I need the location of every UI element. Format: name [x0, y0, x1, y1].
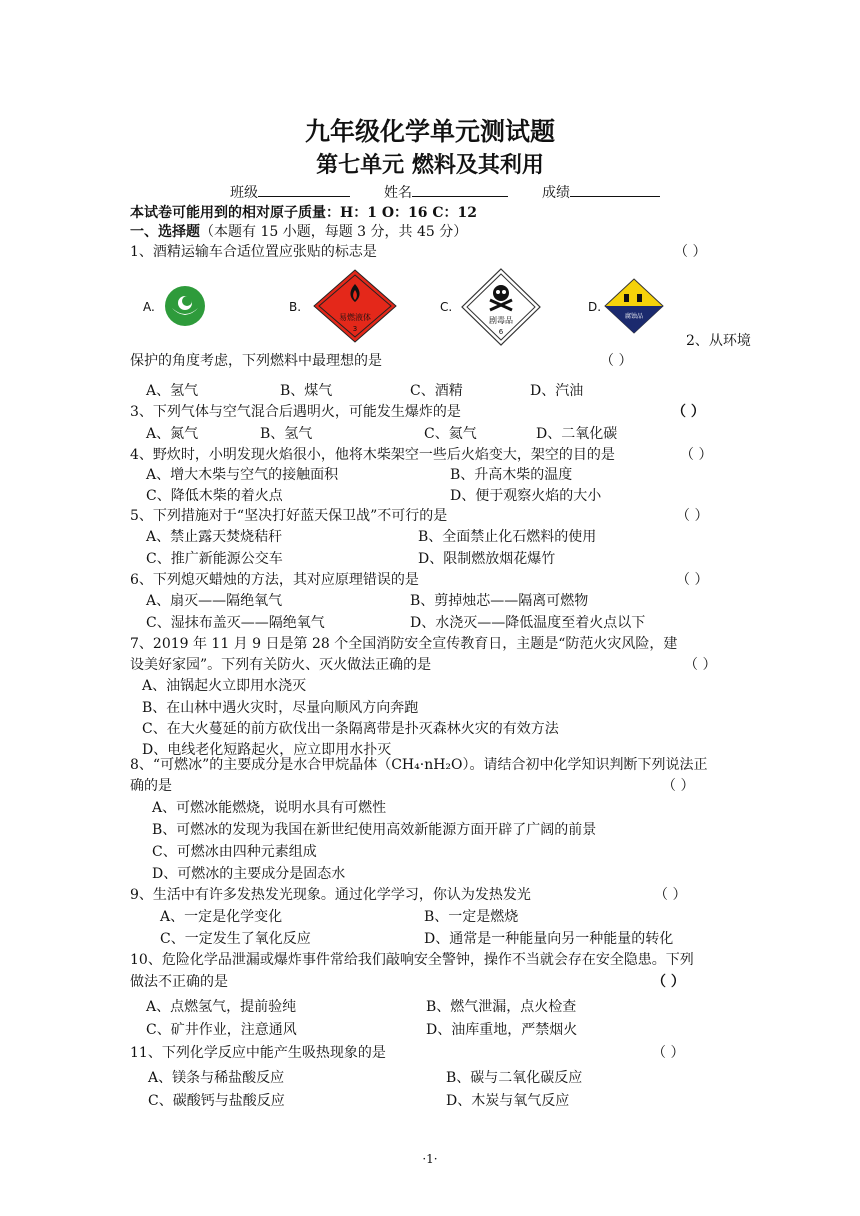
q6-answer-paren[interactable]: （ ） [676, 572, 709, 588]
q2-answer-paren[interactable]: （ ） [600, 353, 633, 369]
page-title: 九年级化学单元测试题 [304, 117, 555, 146]
q8-option-c: C、可燃冰由四种元素组成 [152, 844, 317, 860]
q10-option-d: D、油库重地，严禁烟火 [426, 1022, 578, 1038]
q1-option-c-label: C. [440, 300, 453, 314]
q8-answer-paren[interactable]: （ ） [662, 778, 695, 794]
info-score: 成绩 [542, 182, 660, 202]
q10-option-c: C、矿井作业，注意通风 [146, 1022, 297, 1038]
q8-stem-cont: 确的是 [130, 778, 172, 794]
class-field[interactable] [258, 182, 350, 197]
q7-option-d: D、电线老化短路起火，应立即用水扑灭 [142, 742, 392, 758]
page-number: ·1· [422, 1152, 438, 1166]
q9-option-d: D、通常是一种能量向另一种能量的转化 [424, 931, 674, 947]
q7-option-a: A、油锅起火立即用水浇灭 [142, 678, 307, 694]
q3-stem: 3、下列气体与空气混合后遇明火，可能发生爆炸的是 [130, 404, 461, 420]
q10-option-b: B、燃气泄漏，点火检查 [426, 999, 577, 1015]
q2-stem-start: 2、从环境 [686, 333, 751, 349]
q5-stem: 5、下列措施对于“坚决打好蓝天保卫战”不可行的是 [130, 508, 448, 524]
q11-option-c: C、碳酸钙与盐酸反应 [148, 1093, 285, 1109]
q8-stem: 8、“可燃冰”的主要成分是水合甲烷晶体（CH₄·nH₂O）。请结合初中化学知识判断下列说法正 [130, 757, 708, 773]
q1-option-a-green-sign-icon[interactable] [163, 284, 207, 328]
q4-option-b: B、升高木柴的温度 [450, 467, 573, 483]
q2-option-a: A、氢气 [146, 383, 199, 399]
score-field[interactable] [570, 182, 660, 197]
q1-option-d-corrosive-icon[interactable] [604, 278, 664, 334]
q3-option-a: A、氮气 [146, 426, 199, 442]
q6-option-c: C、湿抹布盖灭——隔绝氧气 [146, 615, 325, 631]
q5-option-d: D、限制燃放烟花爆竹 [418, 551, 556, 567]
q8-option-a: A、可燃冰能燃烧，说明水具有可燃性 [152, 800, 387, 816]
q2-stem: 保护的角度考虑，下列燃料中最理想的是 [130, 353, 382, 369]
name-field[interactable] [412, 182, 508, 197]
q6-option-a: A、扇灭——隔绝氧气 [146, 593, 283, 609]
sign-c-num: 6 [498, 328, 504, 336]
q10-stem: 10、危险化学品泄漏或爆炸事件常给我们敲响安全警钟，操作不当就会存在安全隐患。下列 [130, 952, 694, 968]
q7-stem-cont: 设美好家园”。下列有关防火、灭火做法正确的是 [130, 657, 432, 673]
q4-option-c: C、降低木柴的着火点 [146, 488, 283, 504]
q4-stem: 4、野炊时，小明发现火焰很小，他将木柴架空一些后火焰变大，架空的目的是 [130, 447, 615, 463]
q9-option-a: A、一定是化学变化 [160, 909, 283, 925]
q5-answer-paren[interactable]: （ ） [676, 508, 709, 524]
q3-option-d: D、二氧化碳 [536, 426, 618, 442]
q1-option-a-label: A. [143, 300, 155, 314]
q2-option-b: B、煤气 [280, 383, 333, 399]
q7-option-c: C、在大火蔓延的前方砍伐出一条隔离带是扑灭森林火灾的有效方法 [142, 721, 559, 737]
q10-stem-cont: 做法不正确的是 [130, 974, 228, 990]
q11-option-d: D、木炭与氧气反应 [446, 1093, 570, 1109]
q4-option-a: A、增大木柴与空气的接触面积 [146, 467, 339, 483]
q11-option-b: B、碳与二氧化碳反应 [446, 1070, 583, 1086]
q1-option-c-toxic-icon[interactable] [460, 267, 542, 347]
page-subtitle: 第七单元 燃料及其利用 [316, 152, 544, 178]
q7-answer-paren[interactable]: （ ） [684, 657, 717, 673]
q9-option-b: B、一定是燃烧 [424, 909, 519, 925]
q2-option-d: D、汽油 [530, 383, 584, 399]
q4-option-d: D、便于观察火焰的大小 [450, 488, 602, 504]
q10-answer-paren[interactable]: （ ） [652, 974, 685, 990]
sign-d-text: 腐蚀品 [624, 313, 644, 320]
section-heading: 一、选择题（本题有 15 小题，每题 3 分，共 45 分） [130, 224, 468, 240]
q1-option-b-label: B. [289, 300, 302, 314]
q9-answer-paren[interactable]: （ ） [654, 887, 687, 903]
q11-option-a: A、镁条与稀盐酸反应 [148, 1070, 285, 1086]
q2-option-c: C、酒精 [410, 383, 463, 399]
q10-option-a: A、点燃氢气，提前验纯 [146, 999, 297, 1015]
q3-answer-paren[interactable]: （ ） [672, 404, 705, 420]
q6-option-d: D、水浇灭——降低温度至着火点以下 [410, 615, 646, 631]
q11-stem: 11、下列化学反应中能产生吸热现象的是 [130, 1045, 386, 1061]
sign-b-text: 易燃液体 [339, 313, 371, 322]
sign-c-text: 剧毒品 [489, 316, 513, 325]
q6-option-b: B、剪掉烛芯——隔离可燃物 [410, 593, 589, 609]
q9-stem: 9、生活中有许多发热发光现象。通过化学学习，你认为发热发光 [130, 887, 531, 903]
q5-option-b: B、全面禁止化石燃料的使用 [418, 529, 597, 545]
sign-b-num: 3 [352, 325, 358, 333]
q9-option-c: C、一定发生了氧化反应 [160, 931, 311, 947]
q5-option-a: A、禁止露天焚烧秸秆 [146, 529, 283, 545]
q8-option-d: D、可燃冰的主要成分是固态水 [152, 866, 346, 882]
q1-option-d-label: D. [588, 300, 602, 314]
q3-option-c: C、氦气 [424, 426, 477, 442]
q4-answer-paren[interactable]: （ ） [680, 447, 713, 463]
q6-stem: 6、下列熄灭蜡烛的方法，其对应原理错误的是 [130, 572, 419, 588]
q7-stem: 7、2019 年 11 月 9 日是第 28 个全国消防安全宣传教育日，主题是“防范火灾风险，建 [130, 636, 678, 652]
q1-option-b-flammable-liquid-icon[interactable] [312, 268, 398, 344]
atomic-mass-note: 本试卷可能用到的相对原子质量：H：1 O：16 C：12 [130, 205, 478, 221]
q5-option-c: C、推广新能源公交车 [146, 551, 283, 567]
q3-option-b: B、氢气 [260, 426, 313, 442]
q7-option-b: B、在山林中遇火灾时，尽量向顺风方向奔跑 [142, 700, 419, 716]
info-class: 班级 [230, 182, 350, 202]
q11-answer-paren[interactable]: （ ） [652, 1045, 685, 1061]
q8-option-b: B、可燃冰的发现为我国在新世纪使用高效新能源方面开辟了广阔的前景 [152, 822, 597, 838]
q1-answer-paren[interactable]: （ ） [674, 244, 707, 260]
q1-stem: 1、酒精运输车合适位置应张贴的标志是 [130, 244, 377, 260]
info-name: 姓名 [384, 182, 508, 202]
